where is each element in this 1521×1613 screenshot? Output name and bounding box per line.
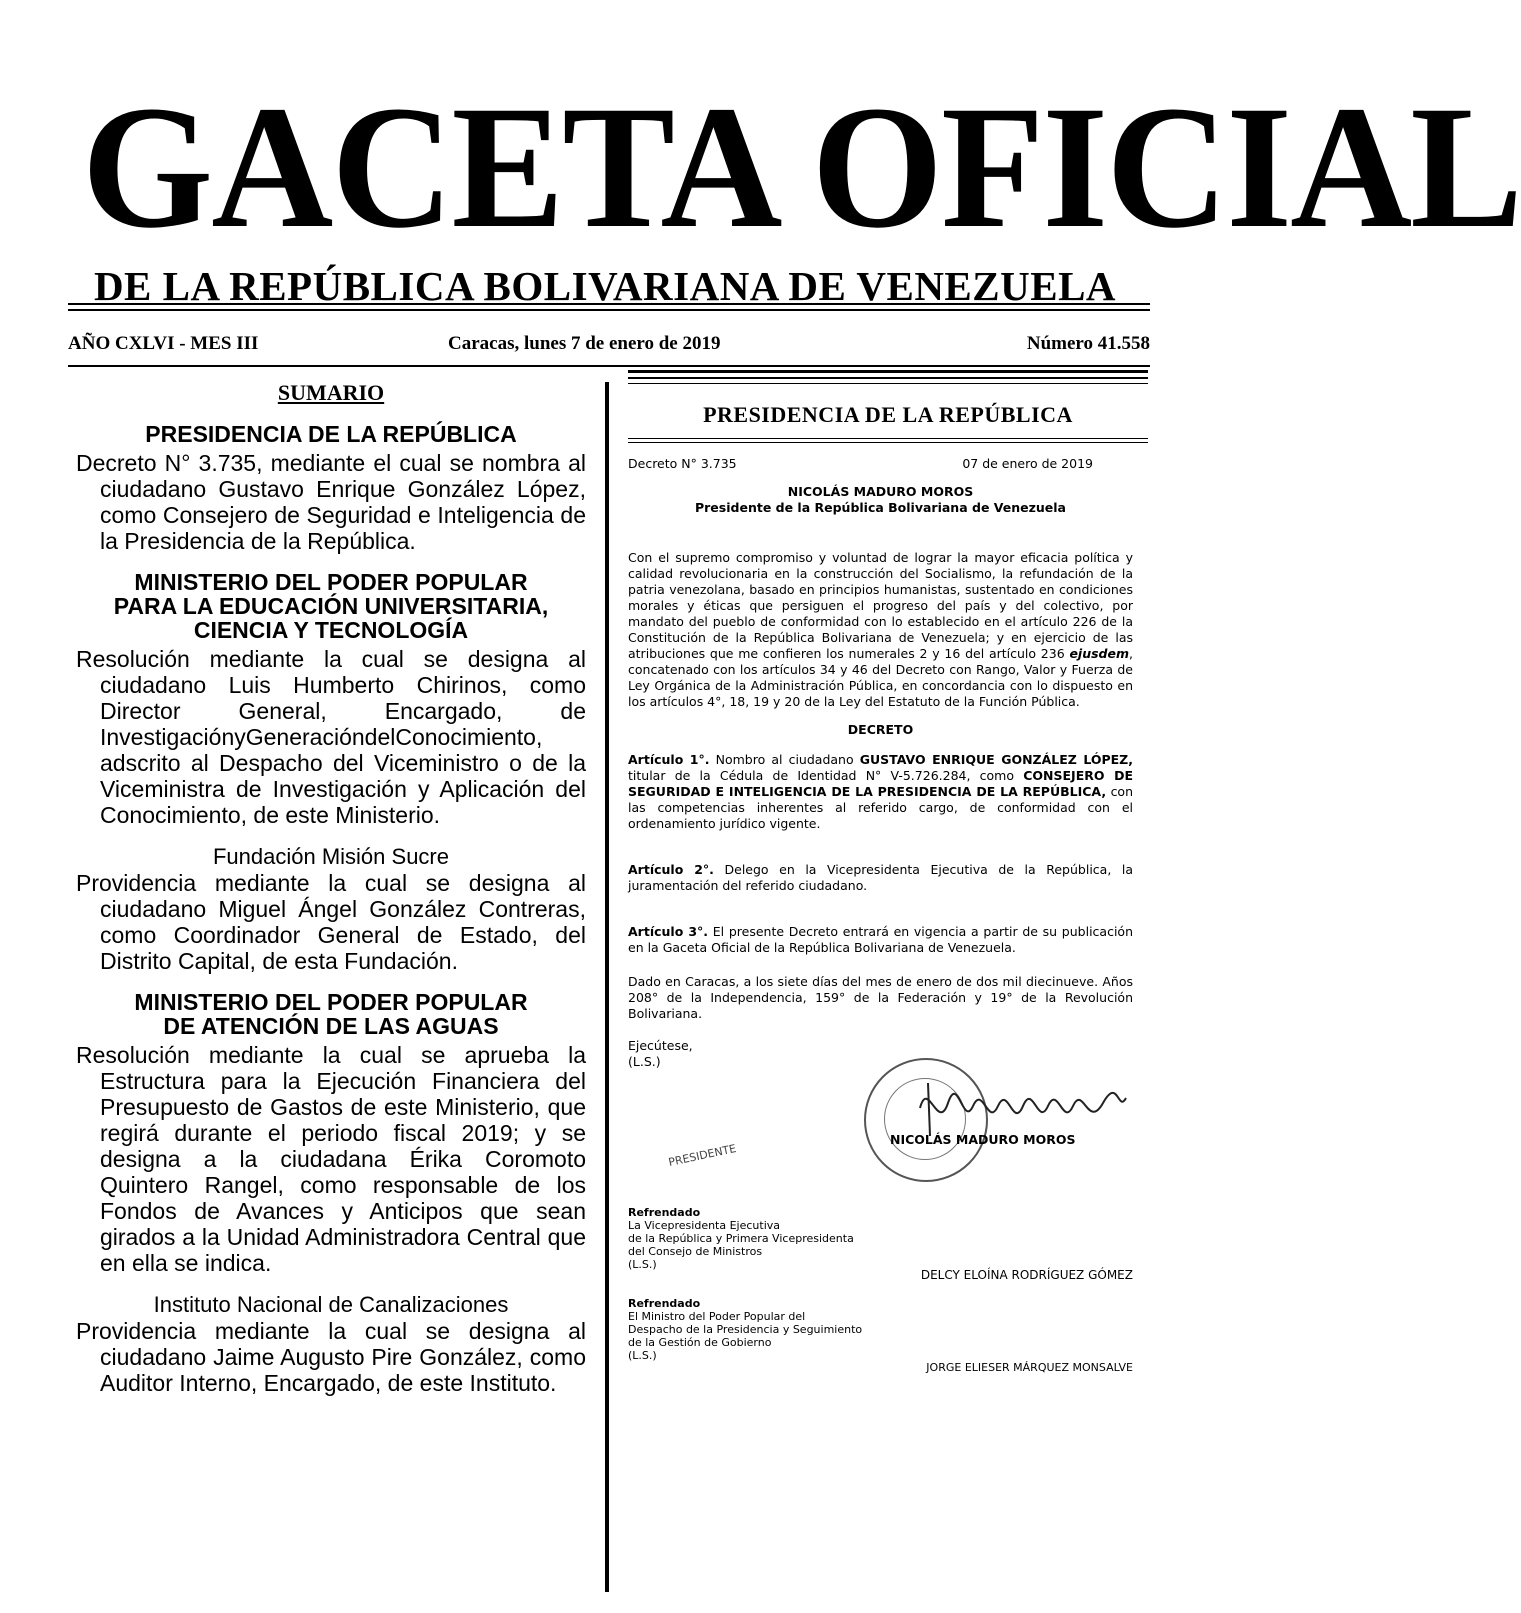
decree-title-rule-2 bbox=[628, 442, 1148, 443]
sumario-section-heading bbox=[76, 570, 586, 642]
article-2-text: Delego en la Vicepresidenta Ejecutiva de la República, la juramentación del referido ciudadano. bbox=[628, 862, 1134, 893]
sumario-section-heading-line: PRESIDENCIA DE LA REPÚBLICA bbox=[145, 421, 517, 447]
closing bbox=[628, 974, 1133, 1022]
top-rule-2 bbox=[68, 309, 1150, 311]
decree-section-title: PRESIDENCIA DE LA REPÚBLICA bbox=[703, 402, 1073, 427]
place-date: Caracas, lunes 7 de enero de 2019 bbox=[448, 333, 721, 354]
ejecutese-ls: (L.S.) bbox=[628, 1054, 661, 1069]
article-1-text-a: Nombro al ciudadano bbox=[709, 752, 860, 767]
signature-block bbox=[628, 1038, 1133, 1198]
column-divider bbox=[605, 382, 609, 1592]
sumario-entry: Resolución mediante la cual se aprueba la Estructura para la Ejecución Financiera del Presupuesto de Gastos de este Ministerio, que regirá durante el periodo fiscal 2019; y se designa a la ciudadana Érika Coromoto Quintero Rangel, como responsable de los Fondos de Avances y Anticipos que sean girados a la Unidad Administradora Central que en ella se indica. bbox=[76, 1042, 586, 1276]
preamble bbox=[628, 550, 1133, 710]
masthead-title: GACETA OFICIAL bbox=[81, 70, 1521, 265]
decreto-heading: DECRETO bbox=[847, 722, 914, 737]
refrendo-1-line2: de la República y Primera Vicepresidenta bbox=[628, 1232, 854, 1245]
sumario-entity-subheading: Fundación Misión Sucre bbox=[212, 844, 449, 869]
dateline bbox=[68, 333, 1150, 357]
seal-text: PRESIDENTE bbox=[667, 1142, 738, 1170]
masthead-subtitle: DE LA REPÚBLICA BOLIVARIANA DE VENEZUELA bbox=[93, 263, 1117, 309]
sumario-entity-subheading: Instituto Nacional de Canalizaciones bbox=[153, 1292, 509, 1317]
sumario-section-heading-line: CIENCIA Y TECNOLOGÍA bbox=[193, 617, 469, 643]
sumario-section-heading-line: MINISTERIO DEL PODER POPULAR bbox=[134, 569, 528, 595]
refrendo-1-line3: del Consejo de Ministros bbox=[628, 1245, 763, 1258]
refrendo-1-label: Refrendado bbox=[628, 1206, 701, 1219]
preamble-text-1: Con el supremo compromiso y voluntad de lograr la mayor eficacia política y calidad revolucionaria en la construcción del Socialismo, la refundación de la patria venezolana, basado en principios humanistas, sustentado en condiciones morales y éticas que persiguen el progreso del país y del colectivo, por mandato del pueblo de conformidad con lo establecido en el artículo 226 de la Constitución de la República Bolivariana de Venezuela; y en ejercicio de las atribuciones que me confieren los numerales 2 y 16 del artículo 236 bbox=[628, 550, 1133, 661]
refrendo-1 bbox=[628, 1206, 1133, 1283]
sumario-entry: Decreto N° 3.735, mediante el cual se nombra al ciudadano Gustavo Enrique González López, como Consejero de Seguridad e Inteligencia de la Presidencia de la República. bbox=[76, 450, 586, 554]
sumario-entry: Providencia mediante la cual se designa al ciudadano Miguel Ángel González Contreras, como Coordinador General de Estado, del Distrito Capital, de esta Fundación. bbox=[76, 870, 586, 974]
decree-number: Decreto N° 3.735 bbox=[628, 456, 737, 471]
sumario-column bbox=[76, 380, 586, 1396]
article-2-label: Artículo 2°. bbox=[628, 862, 714, 877]
decree-rule-3 bbox=[628, 383, 1148, 384]
refrendo-1-line1: La Vicepresidenta Ejecutiva bbox=[628, 1219, 781, 1232]
refrendo-2 bbox=[628, 1297, 1133, 1376]
refrendo-1-name: DELCY ELOÍNA RODRÍGUEZ GÓMEZ bbox=[920, 1268, 1133, 1282]
sumario-section-heading bbox=[76, 422, 586, 446]
article-1-text-c: con las competencias inherentes al referido cargo, de conformidad con el ordenamiento jurídico vigente. bbox=[628, 784, 1134, 831]
closing-text-2: Años 208° de la Independencia, 159° de la Federación y 19° de la Revolución Bolivariana. bbox=[628, 974, 1133, 1021]
sumario-section-heading bbox=[76, 990, 586, 1038]
decree-body bbox=[628, 456, 1134, 1376]
refrendo-2-ls: (L.S.) bbox=[628, 1349, 657, 1362]
decree-title-rule bbox=[628, 438, 1148, 439]
issue-number: Número 41.558 bbox=[1026, 333, 1150, 354]
sumario-section-heading-line: DE ATENCIÓN DE LAS AGUAS bbox=[163, 1013, 499, 1039]
refrendo-2-label: Refrendado bbox=[628, 1297, 701, 1310]
article-3 bbox=[628, 924, 1133, 956]
decree-rule-2 bbox=[628, 377, 1148, 379]
decree-date: 07 de enero de 2019 bbox=[962, 456, 1093, 471]
preamble-ejusdem: ejusdem bbox=[1069, 646, 1130, 661]
sumario-entry: Resolución mediante la cual se designa al ciudadano Luis Humberto Chirinos, como Director General, Encargado, de InvestigaciónyGeneracióndelConocimiento, adscrito al Despacho del Viceministro o de la Viceministra de Investigación y Aplicación del Conocimiento, de este Ministerio. bbox=[76, 646, 586, 828]
sumario-title: SUMARIO bbox=[277, 380, 385, 405]
refrendo-1-ls: (L.S.) bbox=[628, 1258, 657, 1271]
article-2 bbox=[628, 862, 1133, 894]
year-month: AÑO CXLVI - MES III bbox=[68, 333, 259, 354]
article-1-appointee: GUSTAVO ENRIQUE GONZÁLEZ LÓPEZ, bbox=[859, 752, 1133, 767]
article-1-post: CONSEJERO DE SEGURIDAD E INTELIGENCIA DE LA PRESIDENCIA DE LA REPÚBLICA, bbox=[628, 768, 1133, 799]
sumario-section-heading-line: PARA LA EDUCACIÓN UNIVERSITARIA, bbox=[113, 593, 549, 619]
dateline-rule bbox=[68, 365, 1150, 367]
signature-icon bbox=[918, 1078, 1128, 1138]
issuer-title: Presidente de la República Bolivariana de Venezuela bbox=[694, 500, 1066, 515]
refrendo-2-line2: Despacho de la Presidencia y Seguimiento bbox=[628, 1323, 863, 1336]
refrendo-2-line3: de la Gestión de Gobierno bbox=[628, 1336, 772, 1349]
article-1 bbox=[628, 752, 1133, 832]
article-1-label: Artículo 1°. bbox=[628, 752, 710, 767]
refrendo-2-line1: El Ministro del Poder Popular del bbox=[628, 1310, 806, 1323]
decree-rule-1 bbox=[628, 370, 1148, 373]
sumario-entry: Providencia mediante la cual se designa al ciudadano Jaime Augusto Pire González, como Auditor Interno, Encargado, de este Instituto. bbox=[76, 1318, 586, 1396]
article-3-label: Artículo 3°. bbox=[628, 924, 709, 939]
closing-text-1: Dado en Caracas, a los siete días del mes de enero de dos mil diecinueve. bbox=[628, 974, 1099, 989]
sumario-sections bbox=[76, 422, 586, 1396]
ejecutese: Ejecútese, bbox=[628, 1038, 693, 1053]
issuer-name: NICOLÁS MADURO MOROS bbox=[787, 484, 974, 499]
article-1-text-b: titular de la Cédula de Identidad N° V-5.726.284, como bbox=[628, 768, 1024, 783]
refrendo-2-name: JORGE ELIESER MÁRQUEZ MONSALVE bbox=[926, 1361, 1133, 1374]
preamble-text-2: , concatenado con los artículos 34 y 46 del Decreto con Rango, Valor y Fuerza de Ley Orgánica de la Administración Pública, en concordancia con lo dispuesto en los artículos 4°, 18, 19 y 20 de la Ley del Estatuto de la Función Pública. bbox=[628, 646, 1133, 709]
top-rule bbox=[68, 303, 1150, 305]
signatory-name: NICOLÁS MADURO MOROS bbox=[890, 1132, 1076, 1147]
sumario-section-heading-line: MINISTERIO DEL PODER POPULAR bbox=[134, 989, 528, 1015]
article-3-text: El presente Decreto entrará en vigencia a partir de su publicación en la Gaceta Oficial de la República Bolivariana de Venezuela. bbox=[628, 924, 1133, 955]
